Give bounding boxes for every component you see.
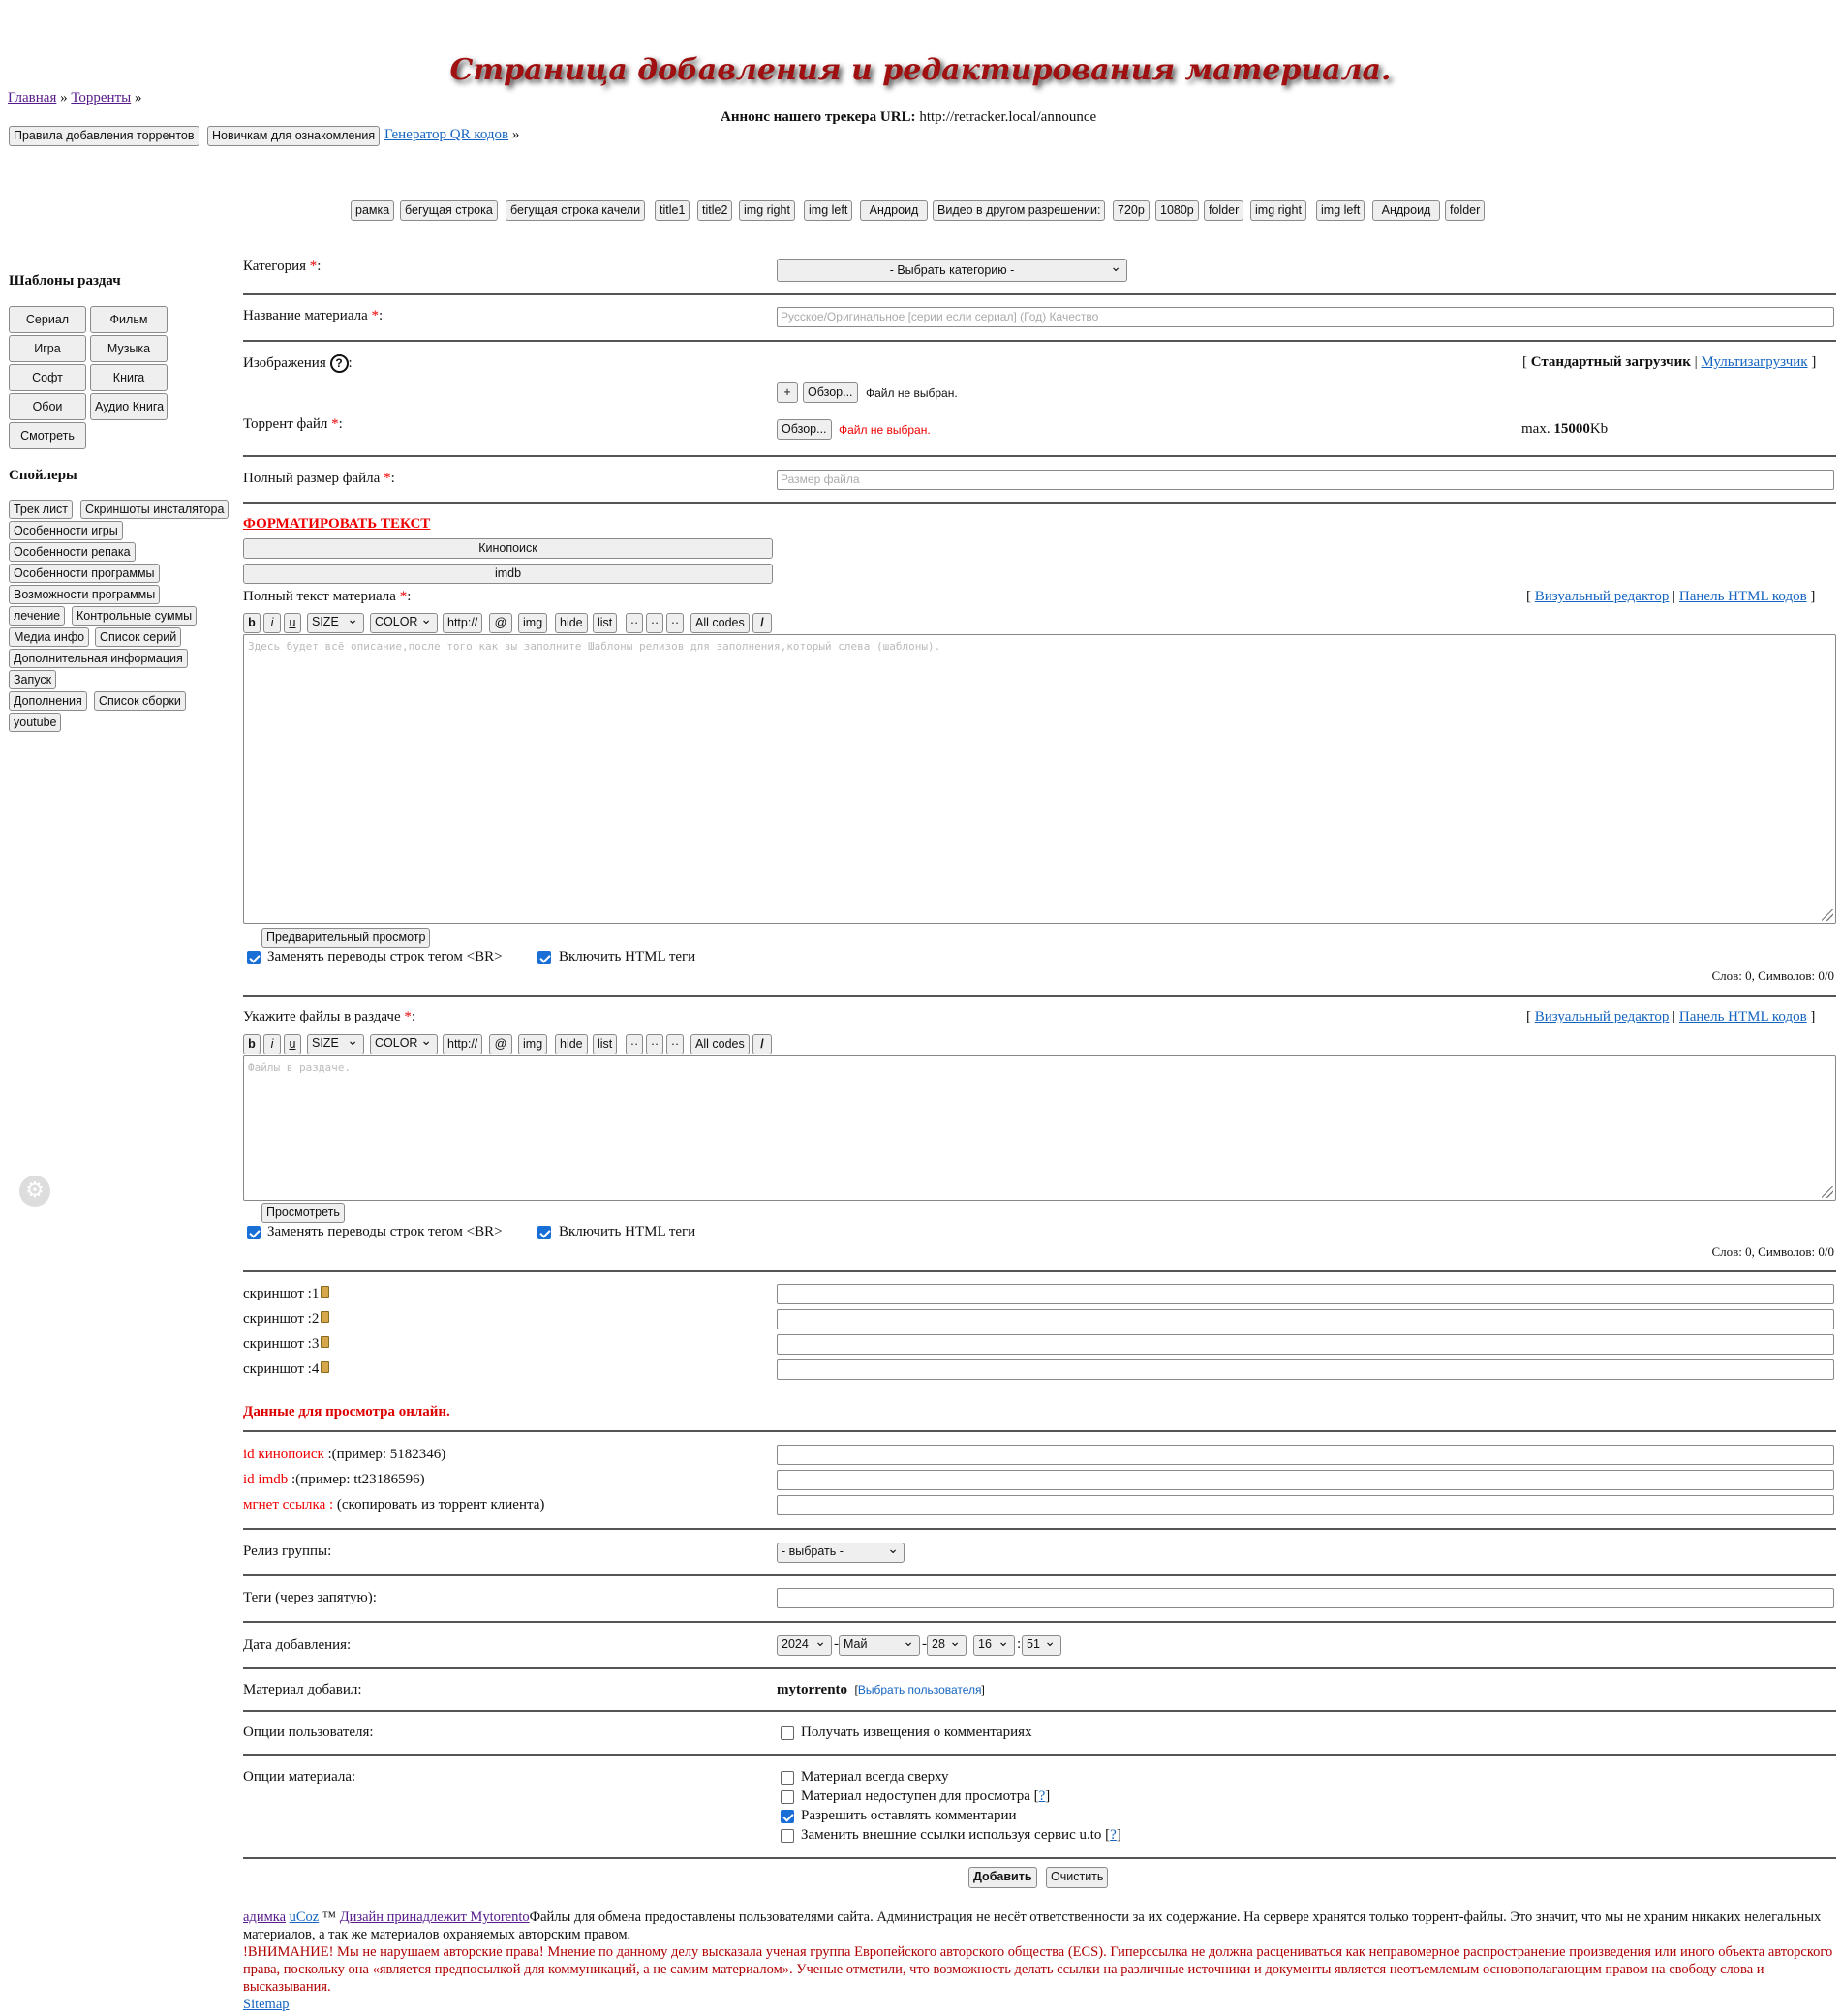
spoiler-installer-screens[interactable]: Скриншоты инсталятора [80,500,229,519]
align-right-button[interactable]: ·· [666,613,684,633]
files-counter: Слов: 0, Символов: 0/0 [1711,1244,1834,1259]
color-select[interactable]: COLOR ⌄ [370,613,438,633]
divider [243,502,1836,504]
imdb-id-input[interactable] [777,1470,1834,1490]
spoiler-mediainfo[interactable]: Медиа инфо [9,627,89,647]
list-button[interactable]: list [593,1034,617,1054]
material-options-label: Опции материала: [243,1769,356,1785]
format-button-marquee[interactable]: бегущая строка [400,200,498,221]
visual-editor-link[interactable]: Визуальный редактор [1534,589,1670,604]
screenshot-input-3[interactable] [777,1334,1834,1355]
image-file-status: Файл не выбран. [866,386,958,400]
format-button-title2[interactable]: title2 [697,200,732,221]
list-button[interactable]: list [593,613,617,633]
divider [243,1710,1836,1712]
spoiler-tracklist[interactable]: Трек лист [9,500,73,519]
spoiler-game-features[interactable]: Особенности игры [9,521,123,540]
images-label: Изображения ? : [243,355,353,371]
replace-br-label: Заменять переводы строк тегом <BR> [267,949,503,964]
divider [243,1857,1836,1859]
kinopoisk-button[interactable]: Кинопоиск [243,538,773,559]
imdb-button[interactable]: imdb [243,564,773,584]
email-button[interactable]: @ [489,613,512,633]
screenshot-input-4[interactable] [777,1359,1834,1380]
color-select[interactable]: COLOR ⌄ [370,1034,438,1054]
user-options-label: Опции пользователя: [243,1725,374,1740]
format-button-title1[interactable]: title1 [655,200,690,221]
size-select[interactable]: SIZE ⌄ [307,1034,364,1054]
align-right-button[interactable]: ·· [666,1034,684,1054]
spoiler-crack[interactable]: лечение [9,606,65,626]
max-size-note: max. 15000Kb [1521,421,1609,437]
close-tags-button[interactable]: / [752,613,772,633]
files-enable-html-label: Включить HTML теги [559,1224,696,1239]
files-preview-button[interactable]: Просмотреть [261,1203,345,1223]
divider [243,1574,1836,1576]
uploader-standard[interactable]: Стандартный загрузчик [1530,354,1691,370]
torrent-file-status: Файл не выбран. [839,423,931,437]
rules-button[interactable]: Правила добавления торрентов [9,126,199,146]
template-music[interactable]: Музыка [90,335,168,362]
breadcrumb-home-link[interactable]: Главная [8,90,57,106]
uploader-switch: [ Стандартный загрузчик | Мультизагрузчик ] [1522,354,1817,370]
magnet-label: мгнет ссылка : (скопировать из торрент клиента) [243,1497,545,1512]
divider [243,1621,1836,1623]
replace-links-help-link[interactable]: ? [1110,1827,1117,1843]
fulltext-textarea[interactable]: Здесь будет всё описание,после того как вы заполните Шаблоны релизов для заполнения,который слева (шаблоны). [243,634,1836,924]
italic-button[interactable]: i [263,613,281,633]
notify-comments-checkbox[interactable] [781,1726,794,1740]
spoiler-program-abilities[interactable]: Возможности программы [9,585,160,604]
spoiler-checksums[interactable]: Контрольные суммы [72,606,197,626]
replace-links-checkbox[interactable] [781,1829,794,1843]
breadcrumb-torrents-link[interactable]: Торренты [71,90,132,106]
replace-br-checkbox[interactable] [247,951,261,964]
template-serial[interactable]: Сериал [9,306,86,333]
divider [243,1667,1836,1669]
notify-comments-label: Получать извещения о комментариях [801,1725,1032,1740]
format-text-link[interactable]: ФОРМАТИРОВАТЬ ТЕКСТ [243,516,431,532]
enable-html-label: Включить HTML теги [559,949,696,964]
author-label: Материал добавил: [243,1682,362,1697]
release-group-label: Релиз группы: [243,1543,332,1559]
format-button-img-left-2[interactable]: img left [1316,200,1365,221]
title-label: Название материала *: [243,308,384,323]
divider [243,455,1836,457]
screenshot-label-2: скриншот :2 [243,1311,329,1328]
size-select[interactable]: SIZE ⌄ [307,613,364,633]
always-top-label: Материал всегда сверху [801,1769,949,1785]
author-value: mytorrento [Выбрать пользователя] [777,1682,985,1697]
month-select[interactable]: Май ⌄ [839,1635,920,1656]
url-button[interactable]: http:// [443,613,482,633]
date-label: Дата добавления: [243,1637,352,1653]
replace-links-label: Заменить внешние ссылки используя сервис u.to [?] [801,1827,1121,1843]
files-visual-editor-link[interactable]: Визуальный редактор [1534,1009,1670,1024]
screenshot-label-4: скриншот :4 [243,1361,329,1378]
enable-html-checkbox[interactable] [537,951,551,964]
resize-grip[interactable] [1822,909,1833,921]
hide-button[interactable]: hide [555,613,588,633]
submit-button[interactable]: Добавить [968,1867,1037,1888]
hidden-checkbox[interactable] [781,1790,794,1804]
imdb-id-label: id imdb :(пример: tt23186596) [243,1472,425,1487]
files-editor-switch: [ Визуальный редактор | Панель HTML кодов ] [1526,1009,1816,1024]
clipboard-icon[interactable] [321,1361,329,1373]
format-button-720p[interactable]: 720p [1113,200,1150,221]
spoiler-episode-list[interactable]: Список серий [95,627,181,647]
help-icon[interactable]: ? [330,354,349,373]
category-select[interactable]: - Выбрать категорию - ⌄ [777,259,1127,282]
format-button-1080p[interactable]: 1080p [1155,200,1199,221]
format-button-video-resolution[interactable]: Видео в другом разрешении: [933,200,1105,221]
files-textarea[interactable]: Файлы в раздаче. [243,1055,1836,1201]
screenshot-label-1: скриншот :1 [243,1286,329,1302]
always-top-checkbox[interactable] [781,1771,794,1785]
resize-grip[interactable] [1822,1186,1833,1198]
align-left-button[interactable]: ·· [626,613,643,633]
announce-line: Аннонс нашего трекера URL: http://retracker.local/announce [721,109,1097,125]
uploader-multi-link[interactable]: Мультизагрузчик [1701,354,1808,370]
spoiler-program-features[interactable]: Особенности программы [9,564,160,583]
template-game[interactable]: Игра [9,335,86,362]
bold-button[interactable]: b [243,613,261,633]
spoiler-addons[interactable]: Дополнения [9,691,87,711]
allow-comments-label: Разрешить оставлять комментарии [801,1808,1017,1823]
format-button-folder[interactable]: folder [1204,200,1243,221]
files-replace-br-checkbox[interactable] [247,1226,261,1239]
qr-generator-link[interactable]: Генератор QR кодов [384,127,509,142]
format-button-frame[interactable]: рамка [351,200,394,221]
html-panel-link[interactable]: Панель HTML кодов [1678,589,1807,604]
sitemap-link[interactable]: Sitemap [243,1997,290,2012]
divider [243,1528,1836,1530]
format-button-android-2[interactable]: Андроид [1372,200,1440,221]
bold-button[interactable]: b [243,1034,261,1054]
format-button-img-right[interactable]: img right [739,200,795,221]
italic-button[interactable]: i [263,1034,281,1054]
preview-button[interactable]: Предварительный просмотр [261,928,430,948]
divider [243,340,1836,342]
size-input[interactable]: Размер файла [777,470,1834,490]
ucoz-link[interactable]: uCoz [289,1909,320,1925]
warning-text: !ВНИМАНИЕ! Мы не нарушаем авторские права! Мнение по данному делу высказала ученая группа Европейского авторского общества (ECS). Гиперссылка не должна расцениваться как неправомерное распространение произведения или иного объекта авторского права, поскольку она «является предпосылкой для коммуникаций, а не самим материалом». Ученые отметили, что возможность делать ссылки на различные источники и документы является неотъемлемым основополагающим правом на свободу слова и высказывания. [243,1944,1833,1995]
screenshot-input-1[interactable] [777,1284,1834,1304]
files-replace-br-label: Заменять переводы строк тегом <BR> [267,1224,503,1239]
email-button[interactable]: @ [489,1034,512,1054]
template-book[interactable]: Книга [90,364,168,391]
align-center-button[interactable]: ·· [646,1034,663,1054]
torrent-label: Торрент файл *: [243,416,343,432]
spoiler-launch[interactable]: Запуск [9,670,56,689]
qr-link-wrap: Генератор QR кодов » [384,127,520,142]
close-tags-button[interactable]: / [752,1034,772,1054]
template-soft[interactable]: Софт [9,364,86,391]
allow-comments-checkbox[interactable] [781,1810,794,1823]
page-title: Страница добавления и редактирования материала. [449,53,1392,87]
clipboard-icon[interactable] [321,1286,329,1298]
tags-label: Теги (через запятую): [243,1590,377,1605]
size-label: Полный размер файла *: [243,471,395,486]
screenshot-input-2[interactable] [777,1309,1834,1329]
format-button-img-right-2[interactable]: img right [1250,200,1306,221]
divider [243,1430,1836,1432]
hidden-help-link[interactable]: ? [1038,1788,1046,1804]
files-enable-html-checkbox[interactable] [537,1226,551,1239]
newbies-button[interactable]: Новичкам для ознакомления [207,126,380,146]
template-audiobook[interactable]: Аудио Книга [90,393,168,420]
align-left-button[interactable]: ·· [626,1034,643,1054]
hidden-label: Материал недоступен для просмотра [?] [801,1788,1051,1804]
fulltext-label: Полный текст материала *: [243,589,412,604]
spoiler-repack-features[interactable]: Особенности репака [9,542,136,562]
screenshot-label-3: скриншот :3 [243,1336,329,1353]
spoiler-build-list[interactable]: Список сборки [94,691,186,711]
format-button-android[interactable]: Андроид [860,200,928,221]
fulltext-counter: Слов: 0, Символов: 0/0 [1711,968,1834,983]
template-wallpapers[interactable]: Обои [9,393,86,420]
kinopoisk-id-input[interactable] [777,1445,1834,1465]
files-label: Укажите файлы в раздаче *: [243,1009,416,1024]
templates-title: Шаблоны раздач [9,273,121,289]
align-center-button[interactable]: ·· [646,613,663,633]
fulltext-editor-switch: [ Визуальный редактор | Панель HTML кодов ] [1526,589,1816,604]
format-button-img-left[interactable]: img left [804,200,852,221]
add-image-button[interactable]: + [777,382,798,403]
clipboard-icon[interactable] [321,1336,329,1348]
disclaimer-text: Файлы для обмена предоставлены пользователями сайта. Администрация не несёт ответственности за их содержание. На сервере хранятся только торрент-файлы. Это значит, что мы не храним никаких нелегальных материалов, а так же материалов охраняемых авторским правом. [243,1909,1822,1942]
title-input[interactable]: Русское/Оригинальное [серии если сериал] (Год) Качество [777,307,1834,327]
template-watch[interactable]: Смотреть [9,422,86,449]
img-button[interactable]: img [518,1034,547,1054]
torrent-browse-button[interactable]: Обзор... [777,419,832,440]
hour-select[interactable]: 16 ⌄ [973,1635,1015,1656]
magnet-input[interactable] [777,1495,1834,1515]
format-button-folder-2[interactable]: folder [1445,200,1485,221]
release-group-select[interactable]: - выбрать - ⌄ [777,1543,905,1563]
underline-button[interactable]: u [284,613,301,633]
template-film[interactable]: Фильм [90,306,168,333]
image-browse-button[interactable]: Обзор... [803,382,858,403]
design-link[interactable]: Дизайн принадлежит Mytorento [339,1909,530,1925]
hide-button[interactable]: hide [555,1034,588,1054]
tags-input[interactable] [777,1588,1834,1608]
spoiler-youtube[interactable]: youtube [9,713,61,732]
online-title: Данные для просмотра онлайн. [243,1404,450,1420]
clear-button[interactable]: Очистить [1046,1867,1108,1888]
breadcrumb: Главная » Торренты » [8,90,142,106]
settings-gear-icon[interactable]: ⚙ [19,1176,50,1207]
files-html-panel-link[interactable]: Панель HTML кодов [1678,1009,1807,1024]
divider [243,1270,1836,1272]
kinopoisk-id-label: id кинопоиск :(пример: 5182346) [243,1447,446,1462]
underline-button[interactable]: u [284,1034,301,1054]
clipboard-icon[interactable] [321,1311,329,1323]
spoiler-extra-info[interactable]: Дополнительная информация [9,649,188,668]
divider [243,1754,1836,1756]
url-button[interactable]: http:// [443,1034,482,1054]
category-label: Категория *: [243,259,322,274]
year-select[interactable]: 2024 ⌄ [777,1635,832,1656]
footer: адимка uCoz ™ Дизайн принадлежит MytorentoФайлы для обмена предоставлены пользователями сайта. Администрация не несёт ответственности за их содержание. На сервере хранятся только торрент-файлы. Это значит, что мы не храним никаких нелегальных материалов, а так же материалов охраняемых авторским правом. !ВНИМАНИЕ! Мы не нарушаем авторские права! Мнение по данному делу высказала ученая группа Европейского авторского общества (ECS). Гиперссылка не должна расцениваться как неправомерное распространение произведения или иного объекта авторского права, поскольку она «является предпосылкой для коммуникаций, а не самим материалом». Ученые отметили, что возможность делать ссылки на различные источники и документы является неотъемлемым основополагающим правом на свободу слова и высказывания. Sitemap [243,1909,1836,2013]
format-button-marquee-swing[interactable]: бегущая строка качели [506,200,645,221]
admin-link[interactable]: адимка [243,1909,287,1925]
img-button[interactable]: img [518,613,547,633]
select-user-link[interactable]: Выбрать пользователя [857,1683,982,1696]
spoilers-title: Спойлеры [9,468,77,483]
divider [243,995,1836,997]
minute-select[interactable]: 51 ⌄ [1022,1635,1061,1656]
day-select[interactable]: 28 ⌄ [927,1635,967,1656]
all-codes-button[interactable]: All codes [690,613,750,633]
all-codes-button[interactable]: All codes [690,1034,750,1054]
divider [243,293,1836,295]
